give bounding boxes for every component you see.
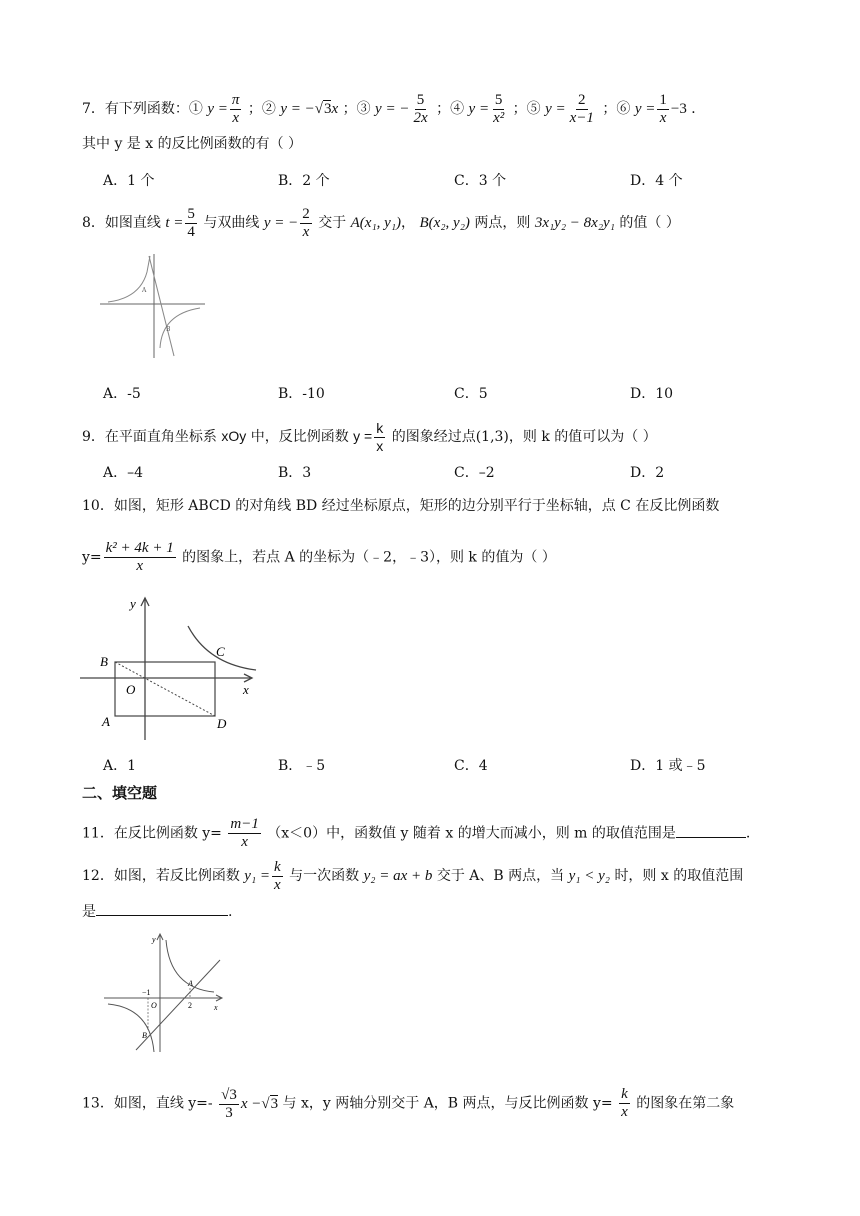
q7-f5: y = $\frac{2}{x-1}$ [545,92,594,126]
q7-f6-label: ⑥ [616,100,631,117]
q7-f2-label: ② [261,100,276,117]
q8-option-b[interactable]: B．-10 [278,386,325,402]
q10-option-b[interactable]: B．﹣5 [278,758,326,774]
q8-expression: 3x₁y₂ − 8x₂y₁ [534,214,615,231]
q8-point-a: A(x₁, y₁) [350,214,402,231]
svg-text:y: y [152,935,156,944]
svg-text:B: B [142,1031,147,1040]
q8-line-eq: t = $\frac{5}{4}$ [165,206,195,240]
svg-text:O: O [151,1001,157,1010]
svg-text:C: C [216,644,225,659]
q11-line1: 11．在反比例函数 y= $\frac{m-1}{x}$ （x＜0）中，函数值 y 随着 x 的增大而减小，则 m 的取值范围是 . [82,816,751,850]
q8-option-a[interactable]: A．-5 [103,386,141,402]
q7-f6: y = $\frac{1}{x}$ −3 [634,92,687,126]
section-fill-in-title: 二、填空题 [82,784,158,802]
q13-line1: 13．如图，直线 y=- $\frac{√3}{3}$ x −√3 与 x，y 两轴分别交于 A，B 两点，与反比例函数 y= $\frac{k}{x}$ 的图象在第二象 [82,1086,735,1121]
q9-option-a[interactable]: A．–4 [103,465,144,481]
q7-f3-label: ③ [356,100,371,117]
svg-text:A: A [188,979,193,988]
q12-line2: 是 . [82,901,232,922]
q7-f5-label: ⑤ [526,100,541,117]
q7-f1-label: ① [188,100,203,117]
svg-text:B: B [166,326,171,333]
q8-point-b: B(x₂, y₂) [419,214,470,231]
q12-answer-blank[interactable] [96,901,228,916]
q10-line2: y= $\frac{\text{k² + 4k + 1}}{x}$ 的图象上，若点 A 的坐标为（﹣2，﹣3），则 k 的值为（ ） [82,540,556,574]
q12-y2: y₂ = ax + b [363,867,433,884]
svg-text:A: A [102,714,110,729]
q10-option-c[interactable]: C．4 [454,758,488,774]
q13-line-eq: $\frac{√3}{3}$ x −√3 [221,1086,279,1121]
q12-y1: y₁ = $\frac{k}{x}$ [244,859,281,893]
q8-graph [100,252,220,362]
q8-hyperbola-eq: y = − $\frac{2}{x}$ [263,206,310,240]
svg-text:−1: −1 [142,988,151,997]
q9-system: xOy [221,428,247,445]
svg-text:x: x [243,682,249,697]
q7-f1: y = $\frac{\pi}{x}$ [207,92,240,126]
q9-line1: 9．在平面直角坐标系 xOy 中，反比例函数 y = $\frac{k}{x}$ 的图象经过点(1,3)，则 k 的值可以为（ ） [82,420,657,454]
svg-text:2: 2 [188,1001,192,1010]
q7-option-d[interactable]: D．4 个 [630,173,683,189]
svg-text:D: D [217,716,227,731]
q9-option-c[interactable]: C．–2 [454,465,495,481]
q12-graph [102,930,232,1055]
q9-option-d[interactable]: D．2 [630,465,665,481]
svg-text:y: y [130,596,136,611]
q11-answer-blank[interactable] [676,823,746,838]
q10-option-d[interactable]: D．1 或﹣5 [630,758,706,774]
q9-option-b[interactable]: B．3 [278,465,312,481]
q8-option-c[interactable]: C．5 [454,386,488,402]
q11-function: $\frac{m-1}{x}$ [230,816,259,850]
q7-f2: y = −√3x [280,100,339,117]
q10-option-a[interactable]: A．1 [103,758,137,774]
svg-text:x: x [214,1003,218,1012]
q8-option-d[interactable]: D．10 [630,386,674,402]
svg-text:A: A [142,287,147,294]
svg-text:O: O [126,682,136,697]
q7-prefix: 7．有下列函数： [82,100,189,117]
q7-f4-label: ④ [450,100,465,117]
q7-option-c[interactable]: C．3 个 [454,173,507,189]
q10-line1: 10．如图，矩形 ABCD 的对角线 BD 经过坐标原点，矩形的边分别平行于坐标轴，点 C 在反比例函数 [82,498,720,514]
q12-line1: 12．如图，若反比例函数 y₁ = $\frac{k}{x}$ 与一次函数 y₂ = ax + b 交于 A、B 两点，当 y₁ < y₂ 时，则 x 的取值范围 [82,859,744,893]
q10-graph [80,594,270,744]
q13-function: $\frac{k}{x}$ [621,1086,628,1120]
q8-line1: 8．如图直线 t = $\frac{5}{4}$ 与双曲线 y = − $\frac{2}{x}$ 交于 A(x₁, y₁)， B(x₂, y₂) 两点，则 3x₁y₂ − 8x₂y₁ 的值（ ） [82,206,680,240]
q7-option-b[interactable]: B．2 个 [278,173,330,189]
q7-f3: y = − $\frac{5}{2x}$ [375,92,428,126]
q7-line1: 7．有下列函数：① y = $\frac{\pi}{x}$ ；② y = −√3x ；③ y = − $\frac{5}{2x}$ ；④ y = $\frac{5}{\text{x²}}$ ；⑤ y = $\frac{2}{x-1}$ ；⑥ y = $\frac{1}{x}$ −3 ． [82,92,706,126]
q12-inequality: y₁ < y₂ [568,867,610,884]
q9-function: y = $\frac{k}{x}$ [353,420,384,454]
svg-text:B: B [100,654,108,669]
q7-line2: 其中 y 是 x 的反比例函数的有（ ） [82,136,303,152]
q7-f4: y = $\frac{5}{\text{x²}}$ [468,92,505,126]
q7-option-a[interactable]: A．1 个 [103,173,155,189]
q10-function: $\frac{\text{k² + 4k + 1}}{x}$ [105,540,174,574]
